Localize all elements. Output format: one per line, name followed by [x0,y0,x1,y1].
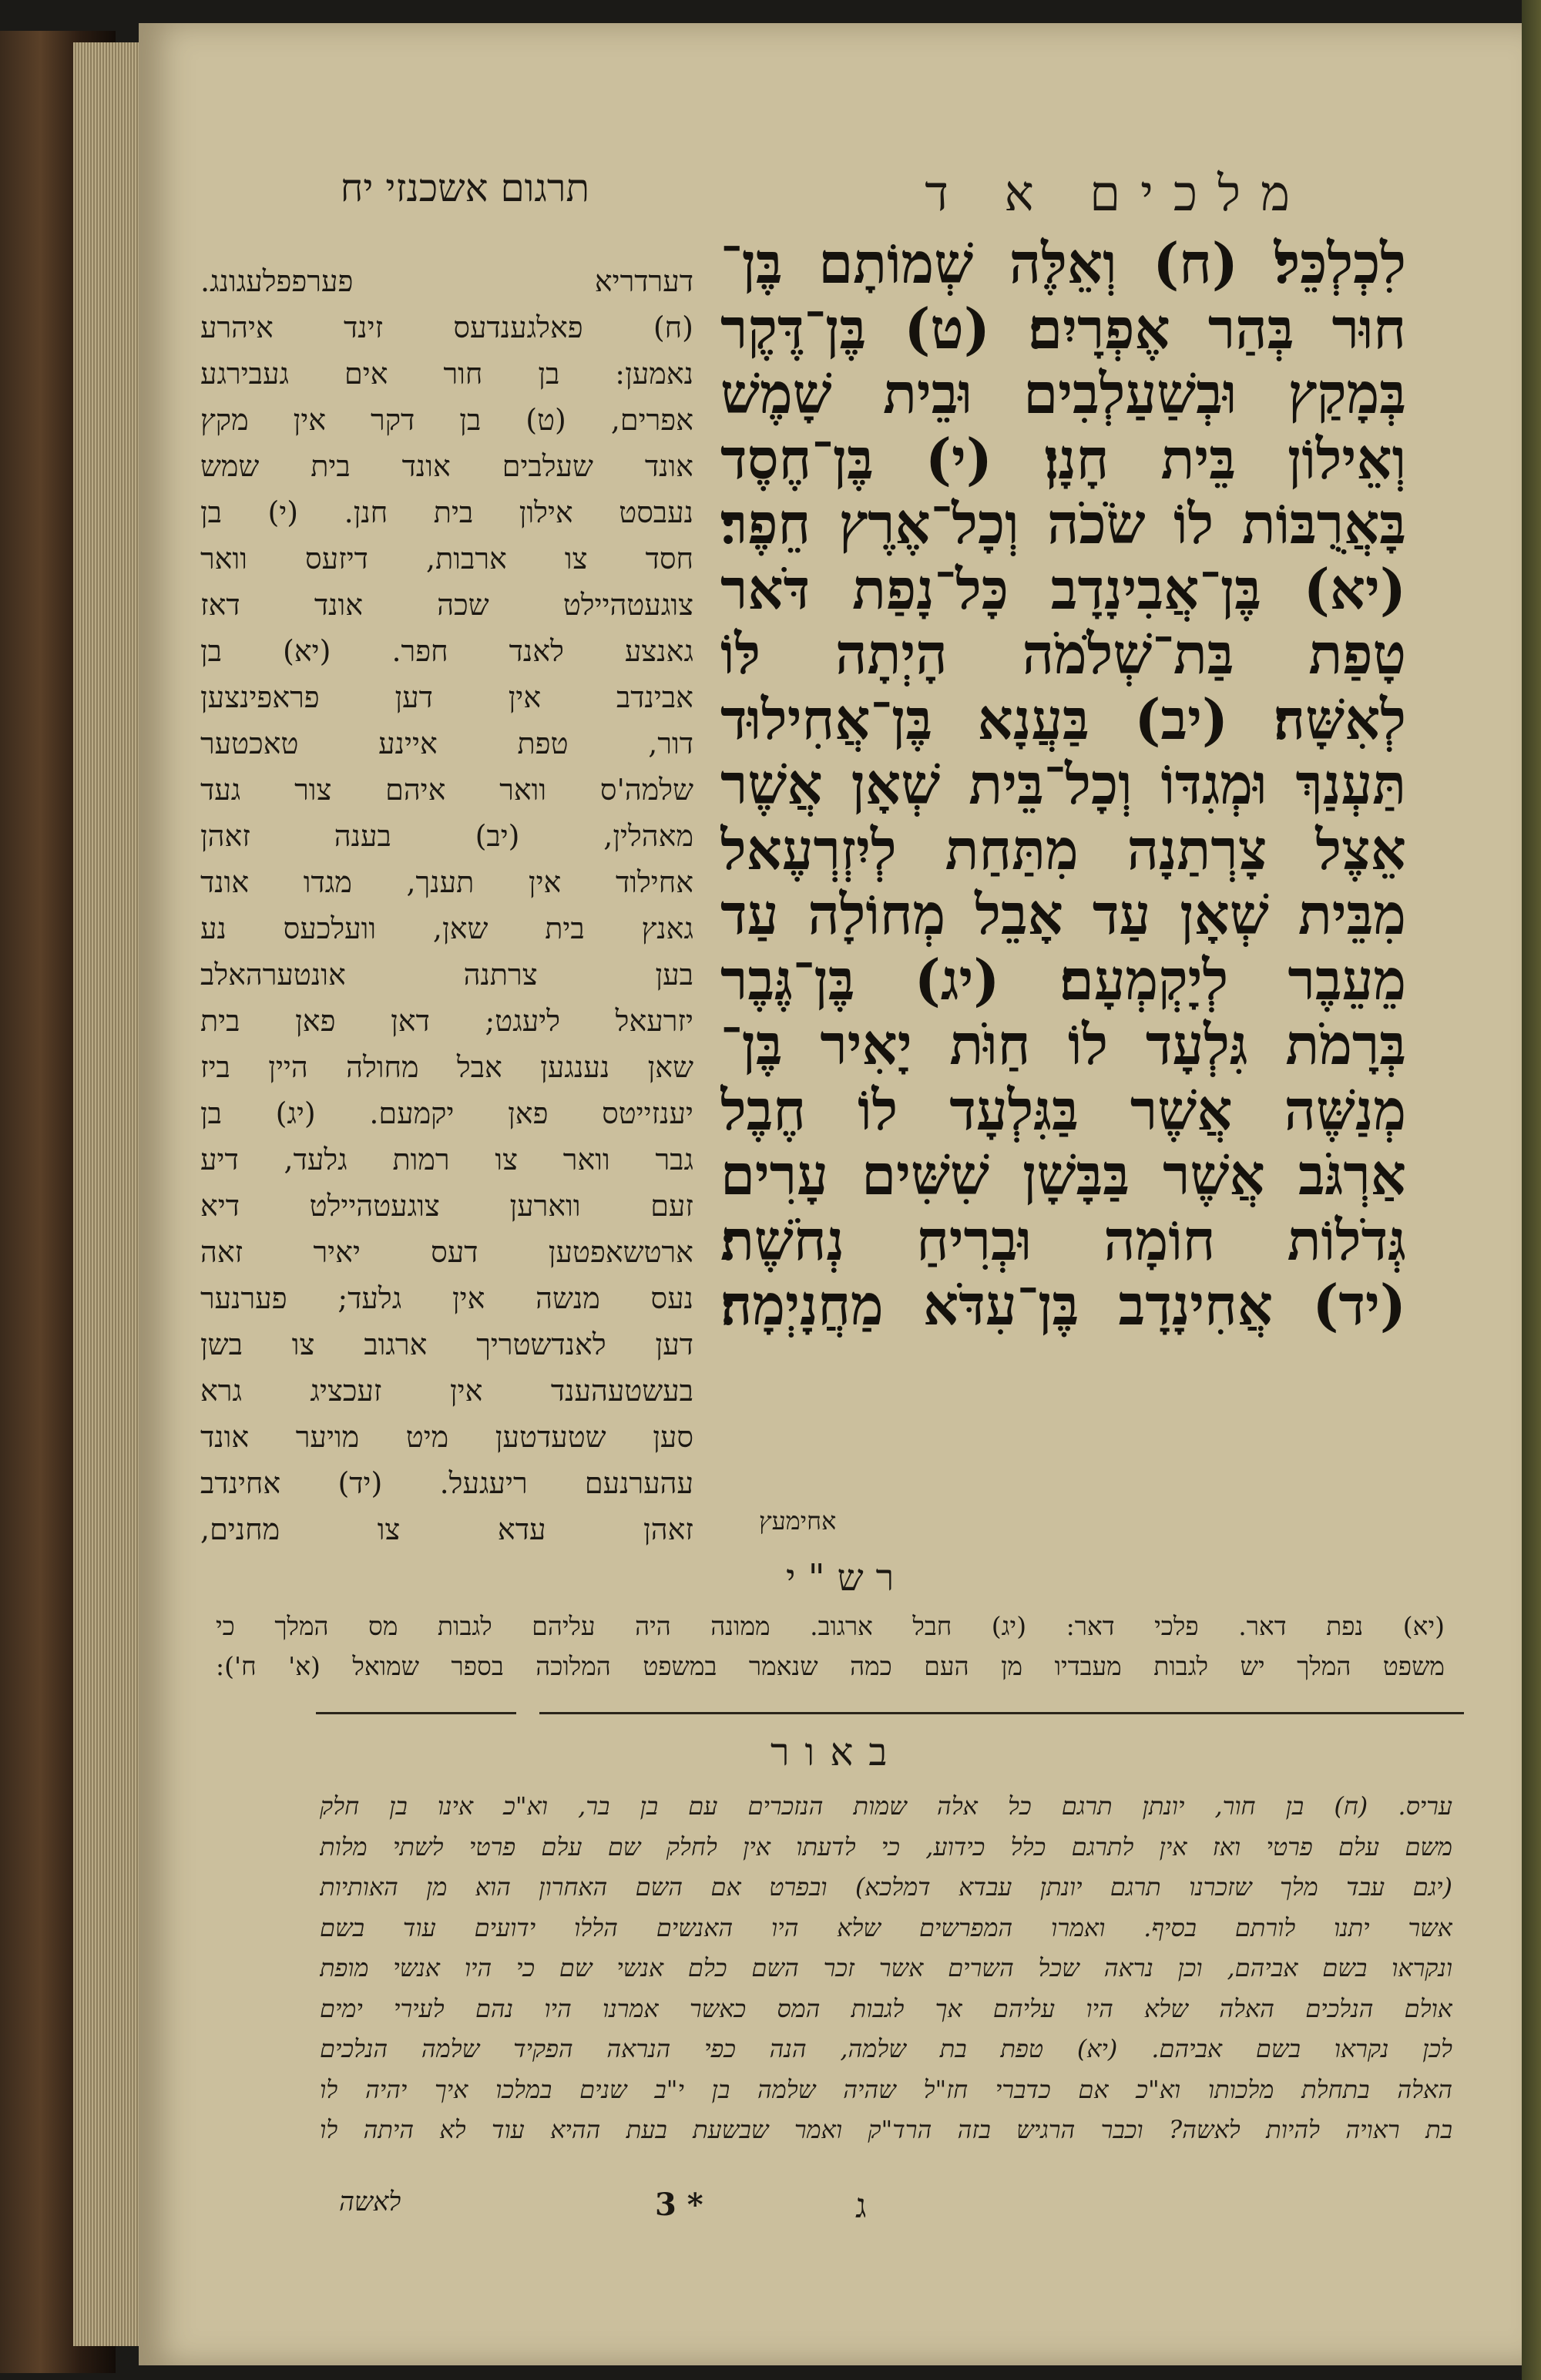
divider-rule [539,1712,1464,1714]
translation-line: סען שטעדטען מיט מויער אונד [200,1420,693,1454]
biur-commentary [320,1786,1452,2150]
main-text-line: חוּר בְּהַר אֶפְרָיִם׃ (ט) בֶּן־דֶּקֶר [720,296,1406,361]
biur-line: האלה בתחלת מלכותו וא"כ אם כדברי חז"ל שהיה שלמה בן י"ב שנים במלכו איך יהיה לו [320,2074,1452,2104]
translation-line: חסד צו ארבות, דיזעס וואר [200,542,693,576]
biur-line: אשר יתנו לורתם בסיף. ואמרו המפרשים שלא היו האנשים הללו ידועים עוד בשם [320,1912,1452,1942]
biur-heading: באור [770,1730,903,1774]
page-edges [73,42,139,2346]
translation-line: גבר וואר צו רמות גלעד, דיע [200,1143,693,1177]
divider-rule [316,1712,516,1714]
translation-line: אונד שעלבים אונד בית שמש [200,449,693,483]
translation-line: בען צרתנה אונטערהאלב [200,958,693,992]
main-text-line: מְנַשֶּׁה אֲשֶׁר בַּגִּלְעָד לוֹ חֶבֶל [720,1077,1406,1143]
rashi-commentary [216,1606,1445,1687]
translation-line: מאהלין, (יב) בענה זאהן [200,819,693,853]
translation-line: נעס מנשה אין גלעד; פערנער [200,1281,693,1315]
book-cover-edge [1522,0,1541,2380]
main-text-line: (יא) בֶּן־אֲבִינָדָב כָּל־נָפַת דֹּאר [720,556,1406,622]
main-text-line: גְּדֹלוֹת חוֹמָה וּבְרִיחַ נְחֹשֶׁת׃ [720,1207,1406,1273]
translation-line: דערדריא פערפפלעגונג. [200,264,693,298]
translation-line: צוגעטהיילט שכה אונד דאז [200,588,693,622]
main-text-line: לִכְלְכֵּל׃ (ח) וְאֵלֶּה שְׁמוֹתָם בֶּן־ [720,231,1406,296]
translation-line: ארטשאפטען דעס יאיר זאה [200,1235,693,1269]
main-text-line: אַרְגֹּב אֲשֶׁר בַּבָּשָׁן שִׁשִּׁים עָרִים [720,1143,1406,1207]
running-header-main: מלכים א ד [925,166,1310,223]
main-text-line: בְּמָקַץ וּבְשַׁעַלְבִים וּבֵית שָׁמֶשׁ [720,361,1406,426]
translation-line: אפרים, (ט) בן דקר אין מקץ [200,403,693,437]
main-text-line: לְאִשָּׁה׃ (יב) בַּעֲנָא בֶּן־אֲחִילוּד [720,686,1406,752]
translation-line: דור, טפת איינע טאכטער [200,727,693,760]
biur-line: בת ראויה להיות לאשה? וכבר הרגיש בזה הרד"ק ואמר שבשעת בעת ההיא עוד לא היתה לו [320,2115,1452,2144]
rashi-line: משפט המלך יש לגבות מעבדיו מן העם כמה שנאמר במשפט המלוכה בספר שמואל (א' ח'): [216,1651,1445,1681]
rashi-heading: רש"י [786,1556,907,1600]
translation-line: בעשטעהענד אין זעכציג גרא [200,1374,693,1408]
translation-line: דען לאנדשטריך ארגוב צו בשן [200,1328,693,1361]
translation-line: שאן נענגען אבל מחולה היין ביז [200,1050,693,1084]
running-header-translation: תרגום אשכנזי יח [340,166,589,210]
biur-line: משם עלם פרטי ואז אין לתרגם כלל כידוע, כי לדעתו אין לחלק שם עלם פרטי לשתי מלות [320,1831,1452,1861]
translation-line: עהערנעם ריעגעל. (יד) אחינדב [200,1466,693,1500]
main-text-line: (יד) אֲחִינָדָב בֶּן־עִדֹּא מַחֲנָיְמָה׃ [720,1273,1406,1338]
translation-line: נאמען: בן חור אים געבירגע [200,357,693,391]
translation-line: נעבסט אילון בית חנן. (י) בן [200,495,693,529]
main-text-line: מִבֵּית שְׁאָן עַד אָבֵל מְחוֹלָה עַד [720,882,1406,947]
translation-line: שלמה'ס וואר איהם צור געד [200,773,693,807]
translation-line: גאנץ בית שאן, וועלכעס נע [200,911,693,945]
translation-line: זאהן עדא צו מחנים, [200,1512,693,1546]
signature-number: 3 * [655,2187,703,2223]
main-text-column [720,231,1406,1533]
main-text-line: בְּרָמֹת גִּלְעָד לוֹ חַוֹּת יָאִיר בֶּן־ [720,1012,1406,1077]
main-text-line: טָפַת בַּת־שְׁלֹמֹה הָיְתָה לּוֹ [720,622,1406,686]
footer-catchword: לאשה [339,2187,401,2217]
main-text-line: אֵצֶל צָרְתַנָה מִתַּחַת לְיִזְרְעֶאל [720,817,1406,882]
biur-line: ונקראו בשם אביהם, וכן נראה שכל השרים אשר זכר השם כלם אנשי שם כי היו אנשי מופת [320,1953,1452,1982]
biur-line: לכן נקראו בשם אביהם. (יא) טפת בת שלמה, הנה כפי הנראה הפקיד שלמה הנלכים [320,2034,1452,2063]
biur-line: עריס. (ח) בן חור, יונתן תרגם כל אלה שמות הנזכרים עם בן בר, וא"כ אינו בן חלק [320,1791,1452,1821]
rashi-line: (יא) נפת דאר. פלכי דאר: (יג) חבל ארגוב. ממונה היה עליהם לגבות מס המלך כי [216,1611,1445,1641]
signature-letter: ג [855,2187,867,2226]
translation-line: אחילוד אין תענך, מגדו אונד [200,865,693,899]
translation-line: יזרעאל ליעגט; דאן פאן בית [200,1004,693,1038]
main-text-line: בָּאֲרֻבּוֹת לוֹ שֹׂכֹה וְכָל־אֶרֶץ חֵפֶר׃ [720,492,1406,556]
main-text-line: וְאֵילוֹן בֵּית חָנָן׃ (י) בֶּן־חֶסֶד [720,426,1406,492]
main-text-line: מֵעֵבֶר לְיָקְמְעָם׃ (יג) בֶּן־גֶּבֶר [720,947,1406,1012]
main-catchword: אחימעץ [759,1506,837,1536]
main-text-line: תַּעְנַךְ וּמְגִדּוֹ וְכָל־בֵּית שְׁאָן אֲשֶׁר [720,752,1406,817]
translation-line: גאנצע לאנד חפר. (יא) בן [200,634,693,668]
biur-line: (יגם עבד מלך שזכרנו תרגם יונתן עבדא דמלכא) ובפרט אם השם האחרון הוא מן האותיות [320,1872,1452,1902]
translation-line: (ח) פאלגענדעס זינד איהרע [200,311,693,344]
translation-line: אבינדב אין דען פראפינצען [200,680,693,714]
translation-column [200,258,693,1553]
translation-line: זעם ווארען צוגעטהיילט דיא [200,1189,693,1223]
biur-line: אולם הנלכים האלה שלא היו עליהם אך לגבות המס כאשר אמרנו היו נהם לעירי ימים [320,1993,1452,2023]
translation-line: יענזייטס פאן יקמעם. (יג) בן [200,1096,693,1130]
